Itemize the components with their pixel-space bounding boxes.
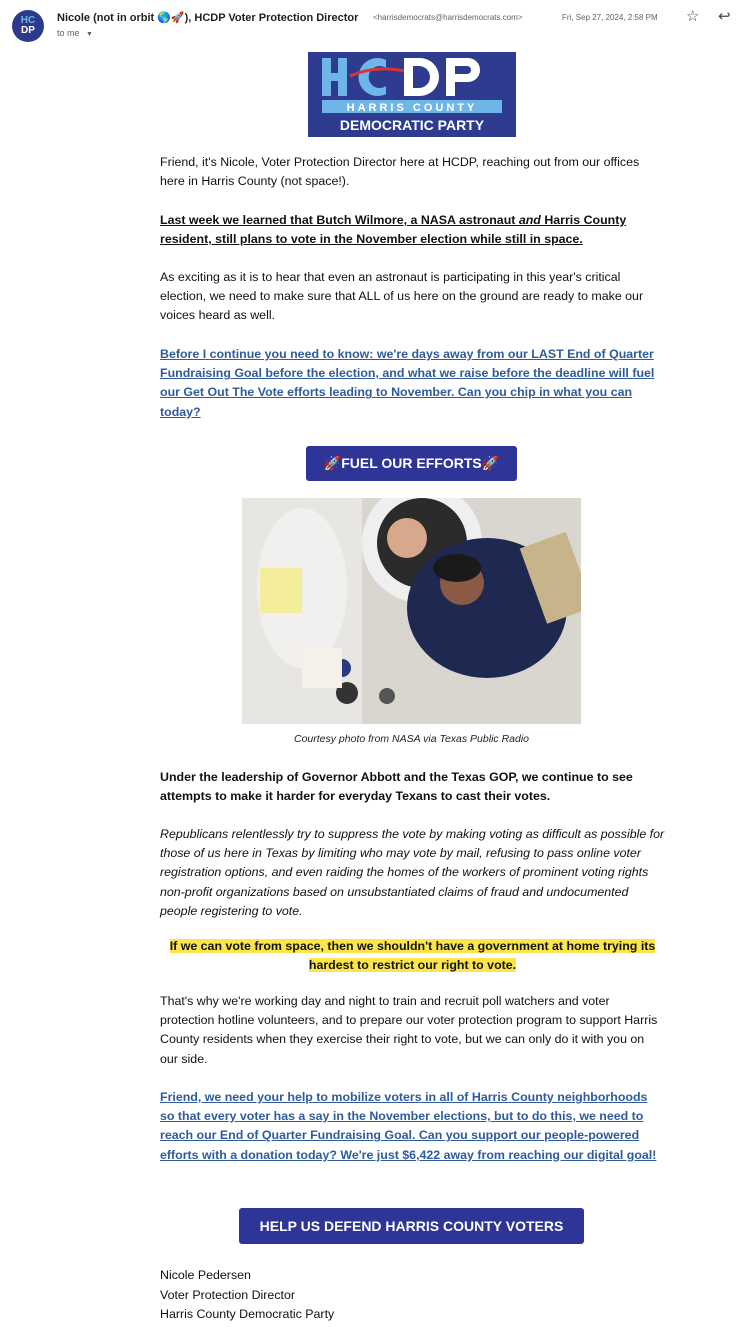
signature [160,1266,334,1325]
fundraising-link-2[interactable]: Friend, we need your help to mobilize voters in all of Harris County neighborhoods so that every voter has a say in the November elections, but to do this, we need to reach our End of Quarter Fundraising Goal. Can you support our people-powered efforts with a donation today? We're just $6,422 away from reaching our digital goal! [160,1090,657,1162]
sender-email: <harrisdemocrats@harrisdemocrats.com> [373,13,523,22]
fundraising-link-1[interactable]: Before I continue you need to know: we're days away from our LAST End of Quarter Fundraising Goal before the election, and what we raise before the deadline will fuel our Get Out The Vote efforts leading to November. Can you chip in what you can today? [160,347,655,419]
hcdp-logo [308,52,516,137]
signature-org: Harris County Democratic Party [160,1307,335,1321]
email-header [0,0,740,46]
republicans-paragraph: Republicans relentlessly try to suppress the vote by making voting as difficult as possible for those of us here in Texas by limiting who may vote by mail, refusing to pass online voter registration options, and even raiding the homes of the workers of prominent voting rights non-profit organizations based on unsubstantiated claims of fraud and undocumented people registering to vote. [160,827,665,918]
astronaut-paragraph [160,211,665,249]
recipient-label: to me [57,28,80,38]
defend-voters-button[interactable]: HELP US DEFEND HARRIS COUNTY VOTERS [239,1208,584,1244]
photo-caption: Courtesy photo from NASA via Texas Public Radio [294,733,529,745]
highlighted-statement [160,937,665,975]
exciting-paragraph: As exciting as it is to hear that even an astronaut is participating in this year's critical election, we need to make sure that ALL of us here on the ground are ready to make our voices heard as well. [160,270,644,323]
highlight-text: If we can vote from space, then we shouldn't have a government at home trying its hardest to restrict our right to vote. [169,939,656,973]
logo-party-text: DEMOCRATIC PARTY [339,117,485,133]
fuel-our-efforts-button[interactable]: 🚀FUEL OUR EFFORTS🚀 [306,446,517,481]
avatar-text-top: HC [20,15,36,26]
astronaut-text-em: and [518,213,541,227]
signature-name: Nicole Pedersen [160,1268,251,1282]
astronaut-text-b: Harris County resident, still plans to vote in the November election while still in space. [160,213,627,247]
sender-name[interactable]: Nicole (not in orbit 🌎🚀), HCDP Voter Protection Director [57,12,359,24]
astronaut-photo [242,498,581,724]
star-icon[interactable]: ☆ [686,8,700,25]
signature-title: Voter Protection Director [160,1287,295,1302]
sender-avatar[interactable] [12,10,44,42]
chevron-down-icon: ▼ [86,31,93,38]
working-paragraph: That's why we're working day and night to train and recruit poll watchers and voter protection hotline volunteers, and to prepare our voter protection program to support Harris County residents when they exercise their right to vote, but we can only do it with you on our side. [160,994,658,1066]
reply-icon[interactable]: ↩ [718,8,731,25]
recipient-dropdown[interactable] [57,28,93,38]
leadership-paragraph: Under the leadership of Governor Abbott and the Texas GOP, we continue to see attempts to make it harder for everyday Texans to cast their votes. [160,770,633,804]
astronaut-text-a: Last week we learned that Butch Wilmore, a NASA astronaut [160,213,519,227]
email-date: Fri, Sep 27, 2024, 2:58 PM [562,13,658,22]
avatar-text-bottom: DP [21,25,35,36]
logo-county-text: HARRIS COUNTY [346,102,478,114]
intro-paragraph: Friend, it's Nicole, Voter Protection Director here at HCDP, reaching out from our offices here in Harris County (not space!). [160,155,640,189]
